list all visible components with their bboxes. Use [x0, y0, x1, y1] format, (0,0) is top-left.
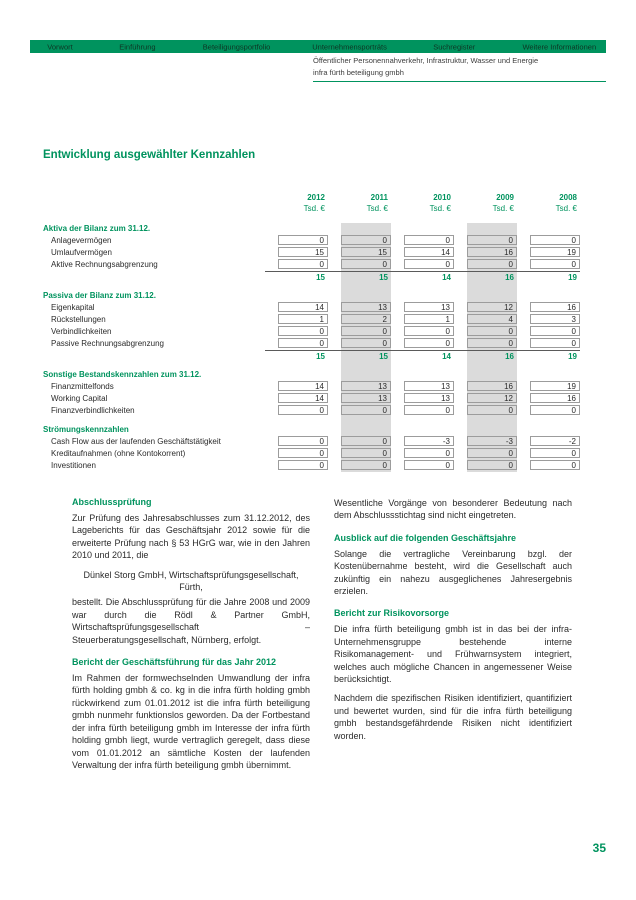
- row-cells: [265, 393, 580, 403]
- table-cell: 13: [341, 393, 391, 403]
- table-cell: 12: [467, 393, 517, 403]
- table-cell: 0: [341, 448, 391, 458]
- row-cells: [265, 235, 580, 245]
- year-header: 2009: [496, 193, 514, 202]
- row-cells: [265, 314, 580, 324]
- table-row: [43, 326, 580, 338]
- table-cell: 0: [530, 235, 580, 245]
- nav-item-suchregister[interactable]: Suchregister: [433, 42, 476, 51]
- table-cell: 0: [467, 326, 517, 336]
- table-cell: -3: [404, 436, 454, 446]
- table-cell: 0: [341, 259, 391, 269]
- category-line: Öffentlicher Personennahverkehr, Infrastruktur, Wasser und Energie: [313, 56, 539, 65]
- row-label: Finanzmittelfonds: [51, 382, 114, 391]
- row-cells: [265, 381, 580, 391]
- table-total-cell: 15: [379, 273, 388, 282]
- kpi-table: [43, 192, 580, 472]
- year-header: 2011: [370, 193, 388, 202]
- table-cell: 0: [341, 405, 391, 415]
- table-cell: 15: [278, 247, 328, 257]
- table-total-cell: 16: [505, 352, 514, 361]
- table-total-row: [43, 350, 580, 362]
- page-title: Entwicklung ausgewählter Kennzahlen: [43, 149, 256, 161]
- address-line: Dünkel Storg GmbH, Wirtschaftsprüfungsgesellschaft,: [83, 569, 299, 580]
- table-body: [43, 223, 580, 472]
- table-cell: 0: [404, 259, 454, 269]
- unit-label: Tsd. €: [366, 204, 388, 213]
- table-row: [43, 460, 580, 472]
- unit-label: Tsd. €: [429, 204, 451, 213]
- page-number: 35: [592, 841, 606, 855]
- table-cell: 13: [404, 302, 454, 312]
- table-cell: 0: [530, 259, 580, 269]
- unit-label: Tsd. €: [303, 204, 325, 213]
- table-total-cell: 14: [442, 273, 451, 282]
- table-row: [43, 405, 580, 417]
- table-cell: 0: [467, 460, 517, 470]
- row-cells: [265, 247, 580, 257]
- table-cell: 0: [530, 326, 580, 336]
- table-cell: 1: [278, 314, 328, 324]
- row-cells: [265, 302, 580, 312]
- total-cells: [265, 271, 580, 283]
- top-nav: [30, 40, 606, 53]
- table-total-cell: 15: [379, 352, 388, 361]
- article-heading: Bericht zur Risikovorsorge: [334, 608, 450, 619]
- table-cell: 0: [278, 436, 328, 446]
- table-section-header: [43, 424, 580, 436]
- row-label: Eigenkapital: [51, 303, 95, 312]
- table-cell: 0: [530, 338, 580, 348]
- article-paragraph: Nachdem die spezifischen Risiken identifiziert, quantifiziert und bewertet wurden, sind für die infra fürth beteiligung gmbh bestandsgefährdende Risiken nicht identifiziert worden.: [334, 693, 572, 741]
- table-cell: 13: [404, 381, 454, 391]
- table-cell: 0: [278, 326, 328, 336]
- year-header: 2008: [559, 193, 577, 202]
- table-cell: 0: [404, 338, 454, 348]
- unit-header-cells: [265, 204, 580, 214]
- table-cell: 0: [278, 259, 328, 269]
- table-cell: 14: [278, 381, 328, 391]
- table-cell: 0: [467, 338, 517, 348]
- table-cell: 0: [278, 460, 328, 470]
- nav-item-weitere-informationen[interactable]: Weitere Informationen: [522, 42, 597, 51]
- table-cell: 13: [341, 381, 391, 391]
- unit-label: Tsd. €: [492, 204, 514, 213]
- nav-item-unternehmensportr-ts[interactable]: Unternehmensporträts: [312, 42, 387, 51]
- table-total-cell: 15: [316, 273, 325, 282]
- table-cell: 14: [404, 247, 454, 257]
- table-unit-row: [43, 204, 580, 217]
- table-cell: 4: [467, 314, 517, 324]
- row-label: Working Capital: [51, 394, 108, 403]
- table-cell: 16: [530, 302, 580, 312]
- row-label: Cash Flow aus der laufenden Geschäftstätigkeit: [51, 437, 221, 446]
- section-title: Passiva der Bilanz zum 31.12.: [43, 291, 156, 300]
- article-heading: Ausblick auf die folgenden Geschäftsjahre: [334, 532, 517, 543]
- article-heading: Bericht der Geschäftsführung für das Jahr 2012: [72, 657, 277, 668]
- row-label: Investitionen: [51, 461, 96, 470]
- year-header-cells: [265, 192, 580, 204]
- table-cell: 16: [467, 247, 517, 257]
- row-cells: [265, 259, 580, 269]
- table-row: [43, 381, 580, 393]
- row-label: Anlagevermögen: [51, 236, 112, 245]
- table-cell: 19: [530, 381, 580, 391]
- table-cell: 14: [278, 393, 328, 403]
- table-cell: 0: [404, 326, 454, 336]
- articles: [72, 497, 572, 778]
- address-line: Fürth,: [179, 582, 203, 593]
- table-year-row: [43, 192, 580, 204]
- section-title: Sonstige Bestandskennzahlen zum 31.12.: [43, 370, 202, 379]
- table-total-cell: 19: [568, 352, 577, 361]
- row-cells: [265, 338, 580, 348]
- table-cell: 0: [404, 448, 454, 458]
- table-cell: 0: [341, 235, 391, 245]
- table-row: [43, 235, 580, 247]
- table-cell: 13: [341, 302, 391, 312]
- table-row: [43, 302, 580, 314]
- row-cells: [265, 448, 580, 458]
- table-total-cell: 19: [568, 273, 577, 282]
- year-header: 2010: [433, 193, 451, 202]
- unit-label: Tsd. €: [555, 204, 577, 213]
- row-label: Kreditaufnahmen (ohne Kontokorrent): [51, 449, 186, 458]
- table-cell: 3: [530, 314, 580, 324]
- table-cell: 1: [404, 314, 454, 324]
- table-cell: 16: [530, 393, 580, 403]
- nav-item-beteiligungsportfolio[interactable]: Beteiligungsportfolio: [202, 42, 271, 51]
- table-cell: 0: [278, 338, 328, 348]
- table-section-header: [43, 369, 580, 381]
- table-cell: 13: [404, 393, 454, 403]
- year-header: 2012: [307, 193, 325, 202]
- company-line: infra fürth beteiligung gmbh: [313, 67, 404, 77]
- article-column-left: [72, 497, 310, 778]
- table-cell: 0: [341, 338, 391, 348]
- row-cells: [265, 460, 580, 470]
- table-cell: 0: [530, 460, 580, 470]
- table-total-row: [43, 271, 580, 283]
- table-total-cell: 15: [316, 352, 325, 361]
- row-cells: [265, 405, 580, 415]
- table-cell: 0: [467, 235, 517, 245]
- page-header: [313, 55, 606, 82]
- article-paragraph: Solange die vertragliche Vereinbarung bzgl. der Kostenübernahme besteht, wird die Gesellschaft auch zukünftig ein nahezu ausgeglichenes Jahresergebnis erzielen.: [334, 548, 572, 597]
- table-cell: 12: [467, 302, 517, 312]
- table-cell: 0: [404, 235, 454, 245]
- row-label: Aktive Rechnungsabgrenzung: [51, 260, 158, 269]
- table-cell: 2: [341, 314, 391, 324]
- section-title: Strömungskennzahlen: [43, 425, 129, 434]
- row-cells: [265, 436, 580, 446]
- table-cell: 0: [404, 460, 454, 470]
- total-cells: [265, 350, 580, 362]
- row-label: Finanzverbindlichkeiten: [51, 406, 135, 415]
- table-cell: -2: [530, 436, 580, 446]
- table-cell: 0: [341, 460, 391, 470]
- row-label: Passive Rechnungsabgrenzung: [51, 339, 164, 348]
- table-cell: 0: [467, 405, 517, 415]
- table-cell: 15: [341, 247, 391, 257]
- table-cell: 14: [278, 302, 328, 312]
- table-cell: 0: [404, 405, 454, 415]
- table-cell: 0: [467, 259, 517, 269]
- article-paragraph: bestellt. Die Abschlussprüfung für die Jahre 2008 und 2009 war durch die Rödl & Partner GmbH, Wirtschaftsprüfungsgesellschaft – Steuerberatungsgesellschaft, Nürnberg, erfolgt.: [72, 597, 310, 645]
- table-cell: 0: [278, 405, 328, 415]
- table-cell: 0: [530, 448, 580, 458]
- table-row: [43, 393, 580, 405]
- table-row: [43, 448, 580, 460]
- nav-item-einf-hrung[interactable]: Einführung: [119, 42, 156, 51]
- table-row: [43, 314, 580, 326]
- article-paragraph: Zur Prüfung des Jahresabschlusses zum 31.12.2012, des Lageberichts für das Geschäftsjahr 2012 sowie für die erweiterte Prüfung nach § 53 HGrG war, wie in den Jahren 2010 und 2011, die: [72, 513, 310, 561]
- table-cell: 0: [278, 448, 328, 458]
- table-row: [43, 338, 580, 350]
- row-label: Rückstellungen: [51, 315, 106, 324]
- table-row: [43, 247, 580, 259]
- row-label: Verbindlichkeiten: [51, 327, 112, 336]
- article-column-right: [334, 497, 572, 778]
- table-cell: 0: [278, 235, 328, 245]
- address-block: [72, 569, 310, 594]
- article-paragraph: Im Rahmen der formwechselnden Umwandlung der infra fürth holding gmbh & co. kg in die infra fürth holding gmbh rückwirkend zum 01.01.2012 ist die infra fürth beteiligung gmbh nunmehr funktionslos geworden. Da der Fortbestand der infra fürth beteiligung gmbh im Interesse der infra fürth holding gmbh liegt, wurde vertraglich geregelt, dass diese vom 01.01.2012 an sämtliche Kosten der laufenden Verwaltung der infra fürth beteiligung gmbh übernimmt.: [72, 673, 310, 770]
- table-cell: 16: [467, 381, 517, 391]
- table-section-header: [43, 290, 580, 302]
- table-section-header: [43, 223, 580, 235]
- row-cells: [265, 326, 580, 336]
- nav-item-vorwort[interactable]: Vorwort: [47, 42, 73, 51]
- table-cell: -3: [467, 436, 517, 446]
- table-cell: 0: [341, 436, 391, 446]
- table-row: [43, 259, 580, 271]
- table-cell: 0: [530, 405, 580, 415]
- table-total-cell: 16: [505, 273, 514, 282]
- article-heading: Abschlussprüfung: [72, 497, 152, 507]
- article-paragraph: Die infra fürth beteiligung gmbh ist in das bei der infra-Unternehmensgruppe bestehende interne Risikomanagement- und Frühwarnsystem integriert, welches auch mögliche Chancen in angemessener Weise berücksichtigt.: [334, 624, 572, 685]
- table-cell: 19: [530, 247, 580, 257]
- row-label: Umlaufvermögen: [51, 248, 112, 257]
- section-title: Aktiva der Bilanz zum 31.12.: [43, 224, 151, 233]
- table-row: [43, 436, 580, 448]
- table-cell: 0: [341, 326, 391, 336]
- table-total-cell: 14: [442, 352, 451, 361]
- article-paragraph: Wesentliche Vorgänge von besonderer Bedeutung nach dem Abschlussstichtag sind nicht eingetreten.: [334, 498, 572, 521]
- table-cell: 0: [467, 448, 517, 458]
